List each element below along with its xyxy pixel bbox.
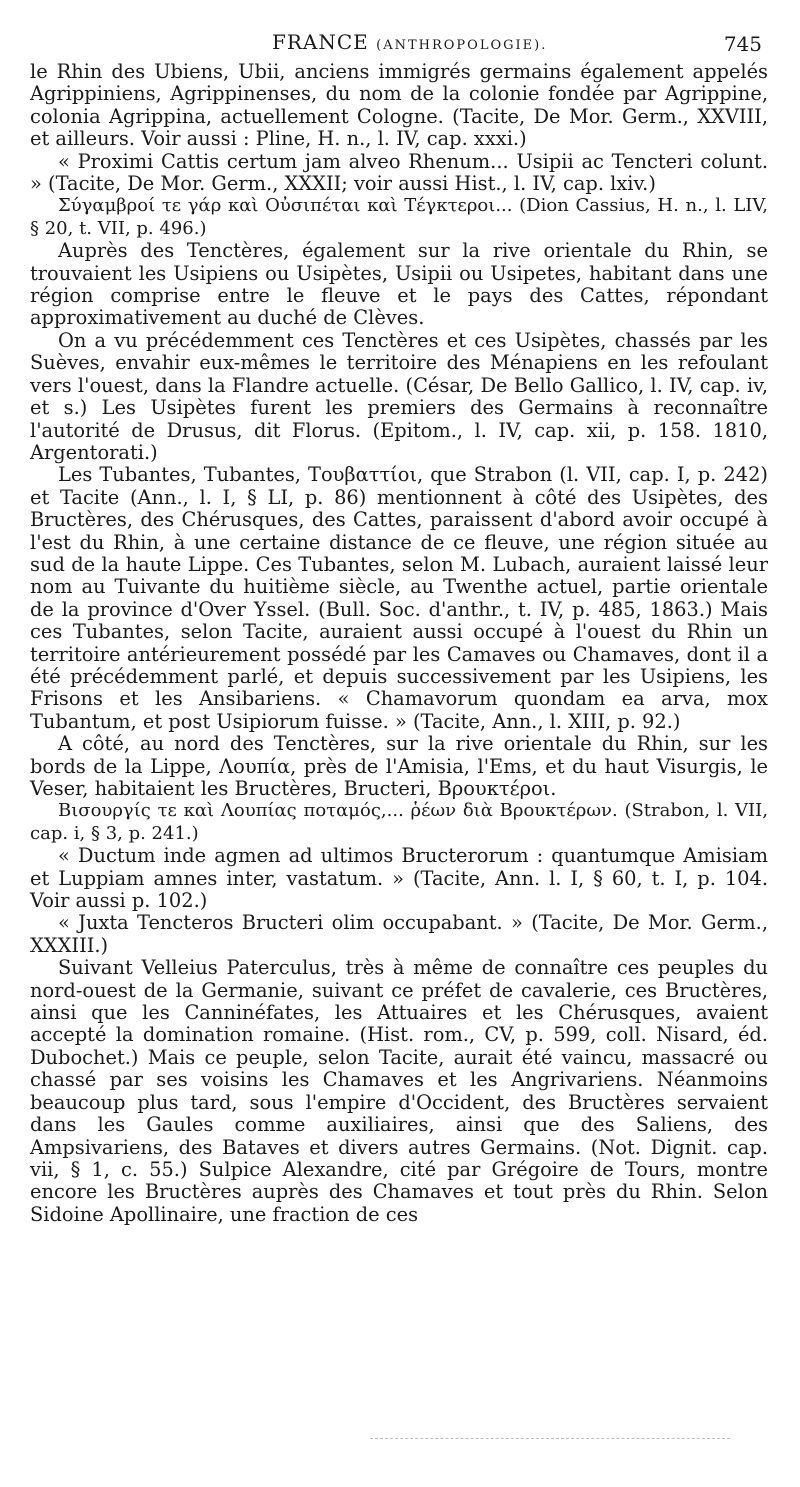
paragraph-quote-tacitus-germania: « Juxta Tencteros Bructeri olim occupabant. » (Tacite, De Mor. Germ., XXXIII.) (30, 911, 768, 957)
paragraph-quote-tacitus: « Proximi Cattis certum jam alveo Rhenum... Usipii ac Tencteri colunt. » (Tacite, De Mor. Germ., XXXII; voir aussi Hist., l. IV, cap. lxiv.) (30, 149, 768, 196)
paragraph-velleius-paterculus: Suivant Velleius Paterculus, très à même de connaître ces peuples du nord-ouest de la Germanie, suivant ce préfet de cavalerie, ces Bructères, ainsi que les Canninéfates, les Attuaires et les Chérusques, avaient accepté la domination romaine. (Hist. rom., CV, p. 599, coll. Nisard, éd. Dubochet.) Mais ce peuple, selon Tacite, aurait été vaincu, massacré ou chassé par ses voisins les Chamaves et les Angrivariens. Néanmoins beaucoup plus tard, sous l'empire d'Occident, des Bructères servaient dans les Gaules comme auxiliaires, ainsi que des Saliens, des Ampsivariens, des Bataves et divers autres Germains. (Not. Dignit. cap. vii, § 1, c. 55.) Sulpice Alexandre, cité par Grégoire de Tours, montre encore les Bructères auprès des Chamaves et tout près du Rhin. Selon Sidoine Apollinaire, une fraction de ces (30, 956, 768, 1226)
paragraph-usipiens: Auprès des Tenctères, également sur la rive orientale du Rhin, se trouvaient les Usipiens ou Usipètes, Usipii ou Usipetes, habitant dans une région comprise entre le fleuve et le pays des Cattes, répondant approximativement au duché de Clèves. (30, 239, 768, 330)
paragraph-quote-strabon: Βισουργίς τε καὶ Λουπίας ποταμός,... ῥέων διὰ Βρουκτέρων. (Strabon, l. VII, cap. i, § 3, p. 241.) (30, 800, 768, 844)
body-text (30, 61, 768, 1226)
running-title (272, 30, 547, 54)
bleed-through-rule (370, 1438, 730, 1439)
paragraph-bructeres: A côté, au nord des Tenctères, sur la rive orientale du Rhin, sur les bords de la Lippe, Λουπία, près de l'Amisia, l'Ems, et du haut Visurgis, le Veser, habitaient les Bructères, Bructeri, Βρουκτέροι. (30, 732, 768, 800)
paragraph-quote-dion-cassius: Σύγαμβροί τε γάρ καὶ Οὐσιπέται καὶ Τέγκτεροι... (Dion Cassius, H. n., l. LIV, § 20, t. VII, p. 496.) (30, 195, 768, 239)
paragraph-tencteres-usipetes: On a vu précédemment ces Tenctères et ces Usipètes, chassés par les Suèves, envahir eux-mêmes le territoire des Ménapiens en les refoulant vers l'ouest, dans la Flandre actuelle. (César, De Bello Gallico, l. IV, cap. iv, et s.) Les Usipètes furent les premiers des Germains à reconnaître l'autorité de Drusus, dit Florus. (Epitom., l. IV, cap. xii, p. 158. 1810, Argentorati.) (30, 328, 768, 464)
running-title-subtitle: (ANTHROPOLOGIE). (376, 38, 548, 53)
page-number: 745 (723, 32, 762, 56)
paragraph-tubantes: Les Tubantes, Tubantes, Τουβαττίοι, que Strabon (l. VII, cap. I, p. 242) et Tacite (Ann., l. I, § LI, p. 86) mentionnent à côté des Usipètes, des Bructères, des Chérusques, des Cattes, paraissent d'abord avoir occupé à l'est du Rhin, à une certaine distance de ce fleuve, une région située au sud de la haute Lippe. Ces Tubantes, selon M. Lubach, auraient laissé leur nom au Tuivante du huitième siècle, au Twenthe actuel, partie orientale de la province d'Over Yssel. (Bull. Soc. d'anthr., t. IV, p. 485, 1863.) Mais ces Tubantes, selon Tacite, auraient aussi occupé à l'ouest du Rhin un territoire antérieurement possédé par les Camaves ou Chamaves, dont il a été précédemment parlé, et depuis successivement par les Usipiens, les Frisons et les Ansibariens. « Chamavorum quondam ea arva, mox Tubantum, et post Usipiorum fuisse. » (Tacite, Ann., l. XIII, p. 92.) (30, 463, 768, 733)
running-title-main: FRANCE (272, 30, 369, 54)
paragraph-continuation: le Rhin des Ubiens, Ubii, anciens immigrés germains également appelés Agrippiniens, Agrippinenses, du nom de la colonie fondée par Agrippine, colonia Agrippina, actuellement Cologne. (Tacite, De Mor. Germ., XXVIII, et ailleurs. Voir aussi : Pline, H. n., l. IV, cap. xxxi.) (30, 60, 768, 151)
paragraph-quote-tacitus-annals: « Ductum inde agmen ad ultimos Bructerorum : quantumque Amisiam et Luppiam amnes inter, vastatum. » (Tacite, Ann. l. I, § 60, t. I, p. 104. Voir aussi p. 102.) (30, 844, 768, 913)
running-header (0, 30, 800, 60)
